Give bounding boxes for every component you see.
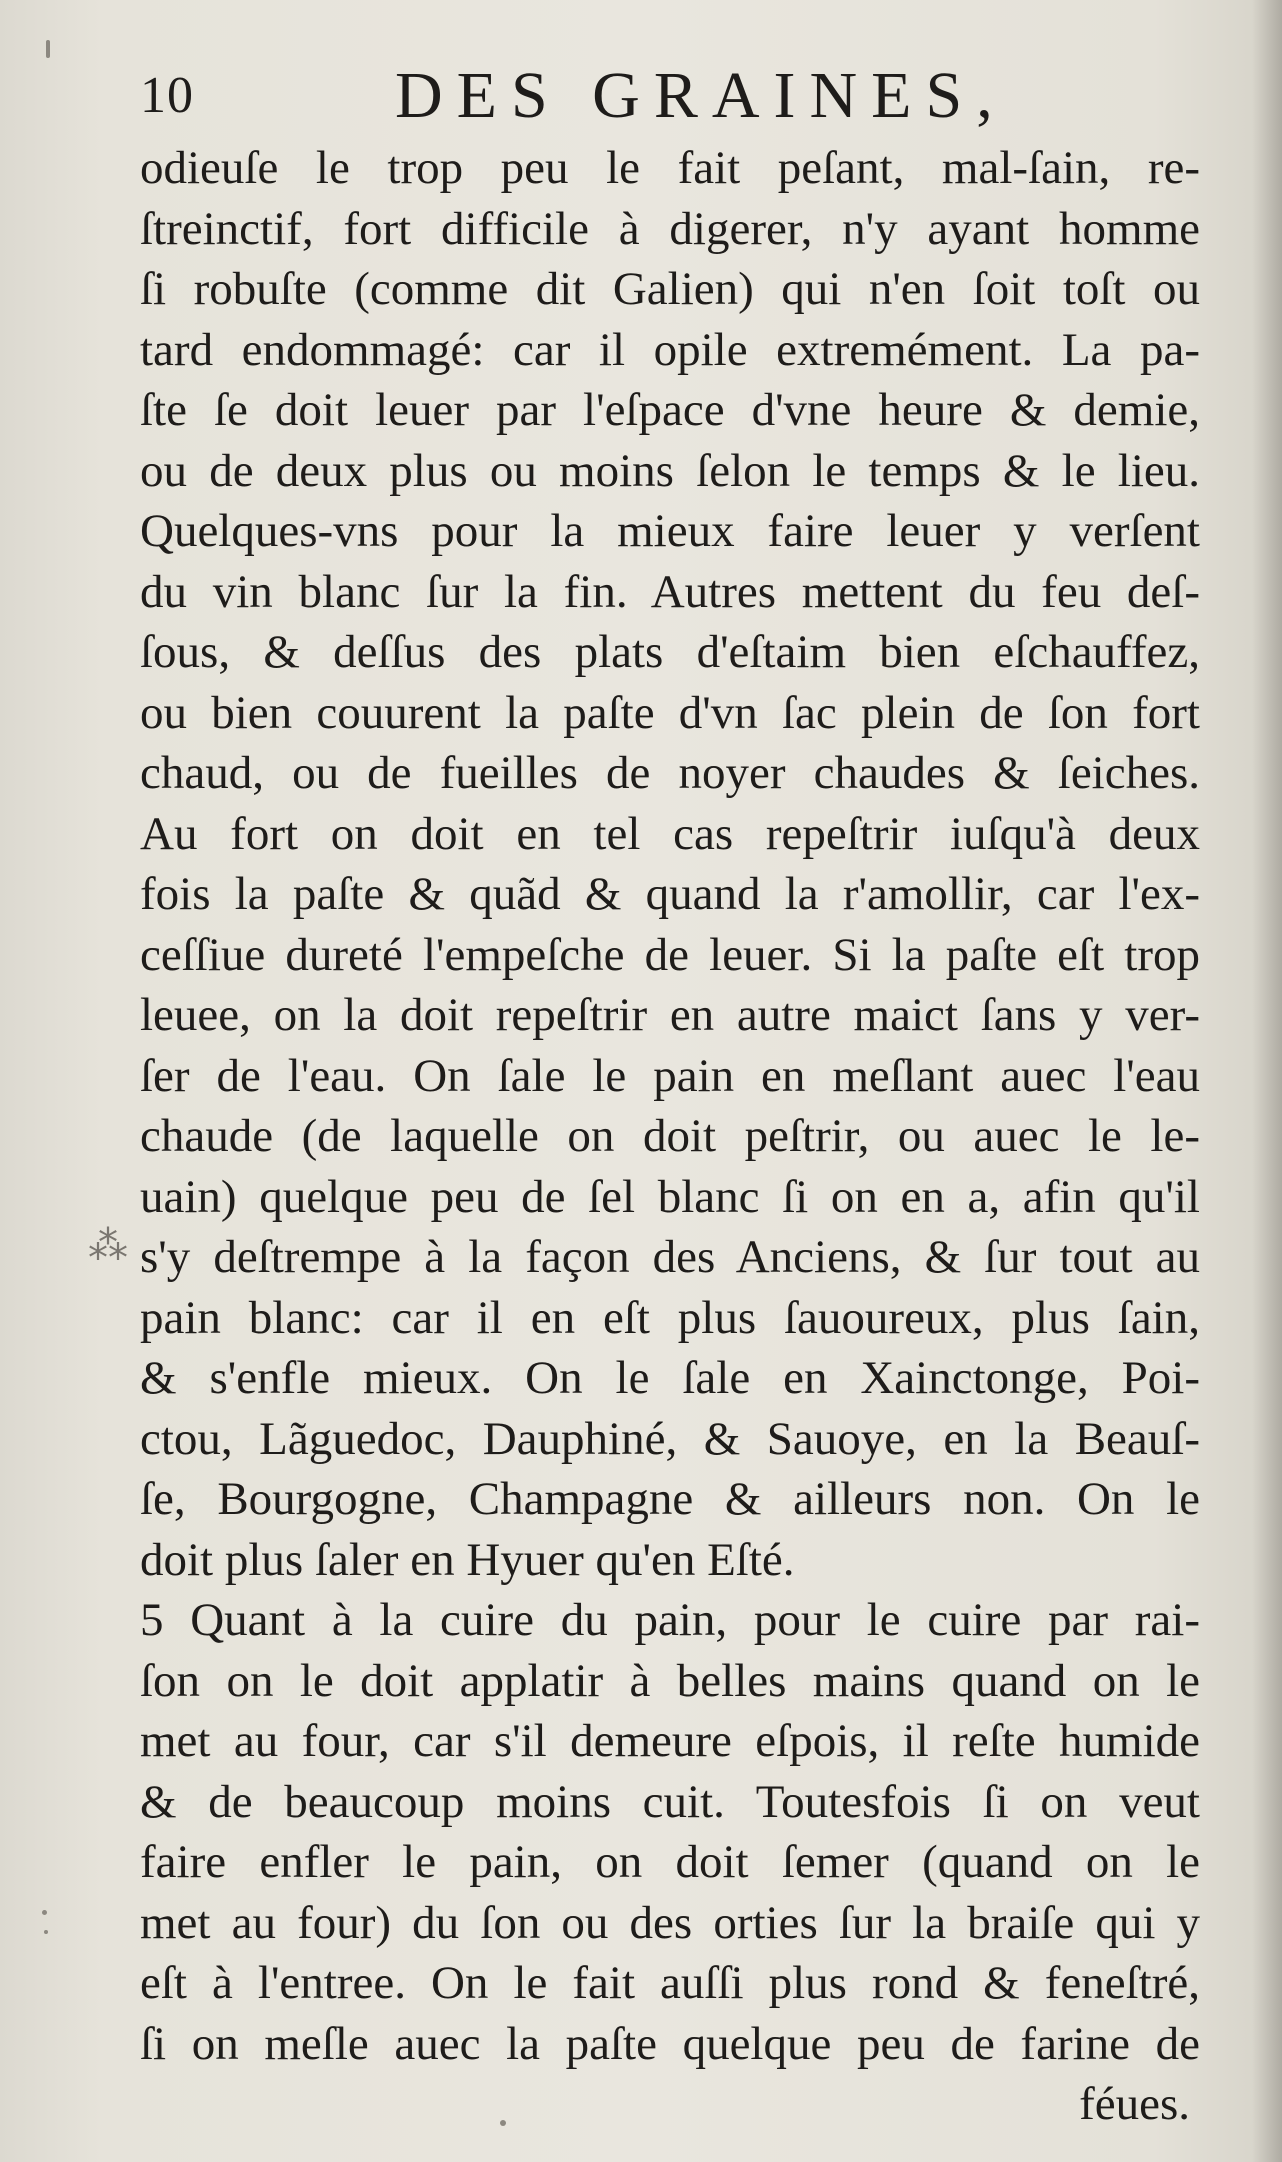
text-line: & s'enfle mieux. On le ſale en Xainctonge, Poi- [140,1352,1200,1404]
text-line: ſe, Bourgogne, Champagne & ailleurs non. On le [140,1473,1200,1525]
text-line: faire enfler le pain, on doit ſemer (quand on le [140,1836,1200,1888]
text-line: met au four) du ſon ou des orties ſur la braiſe qui y [140,1896,1200,1949]
text-line: Quelques-vns pour la mieux faire leuer y verſent [140,505,1200,557]
running-head-title: DES GRAINES, [395,59,1007,132]
text-line: ſtreinctif, fort difficile à digerer, n'y ayant homme [140,202,1200,255]
text-line: tard endommagé: car il opile extremément. La pa- [140,323,1200,376]
text-line: & de beaucoup moins cuit. Toutesfois ſi on veut [140,1775,1200,1828]
page-edge-shadow [1252,0,1282,2162]
page-number: 10 [140,67,194,124]
text-line: ſi on meſle auec la paſte quelque peu de farine de [140,2017,1200,2070]
text-line: odieuſe le trop peu le fait peſant, mal-ſain, re- [140,142,1200,194]
text-line: ceſſiue dureté l'empeſche de leuer. Si la paſte eſt trop [140,928,1200,981]
ink-speck [46,40,50,58]
text-line: fois la paſte & quãd & quand la r'amollir, car l'ex- [140,868,1200,920]
text-line: eſt à l'entree. On le fait auſſi plus rond & feneſtré, [140,1957,1200,2009]
catchword: féues. [1079,2078,1190,2130]
margin-mark: ⁂ [88,1223,128,1268]
text-line: ou de deux plus ou moins ſelon le temps & le lieu. [140,444,1200,497]
text-line: 5 Quant à la cuire du pain, pour le cuire par rai- [140,1594,1200,1646]
running-head [140,58,1180,138]
text-line: ſer de l'eau. On ſale le pain en meſlant auec l'eau [140,1049,1200,1102]
text-line: ctou, Lãguedoc, Dauphiné, & Sauoye, en la Beauſ- [140,1412,1200,1465]
text-line: chaud, ou de fueilles de noyer chaudes & ſeiches. [140,747,1200,799]
text-line: ſi robuſte (comme dit Galien) qui n'en ſoit toſt ou [140,263,1200,315]
body-text [140,138,1200,2135]
text-line: ou bien couurent la paſte d'vn ſac plein de ſon fort [140,686,1200,739]
text-line: pain blanc: car il en eſt plus ſauoureux, plus ſain, [140,1291,1200,1344]
text-line: met au four, car s'il demeure eſpois, il reſte humide [140,1715,1200,1767]
ink-speck [42,1910,47,1915]
ink-speck [500,2120,506,2126]
text-line: ſous, & deſſus des plats d'eſtaim bien eſchauffez, [140,626,1200,678]
text-line: Au fort on doit en tel cas repeſtrir iuſqu'à deux [140,807,1200,860]
text-line: uain) quelque peu de ſel blanc ſi on en a, afin qu'il [140,1170,1200,1223]
text-line: du vin blanc ſur la fin. Autres mettent du feu deſ- [140,565,1200,618]
text-line: s'y deſtrempe à la façon des Anciens, & ſur tout au [140,1231,1200,1283]
text-line: leuee, on la doit repeſtrir en autre maict ſans y ver- [140,989,1200,1041]
text-line: ſon on le doit applatir à belles mains quand on le [140,1654,1200,1707]
text-line: ſte ſe doit leuer par l'eſpace d'vne heure & demie, [140,384,1200,436]
text-line: chaude (de laquelle on doit peſtrir, ou auec le le- [140,1110,1200,1162]
ink-speck [44,1930,48,1934]
text-line: doit plus ſaler en Hyuer qu'en Eſté. [140,1533,795,1586]
